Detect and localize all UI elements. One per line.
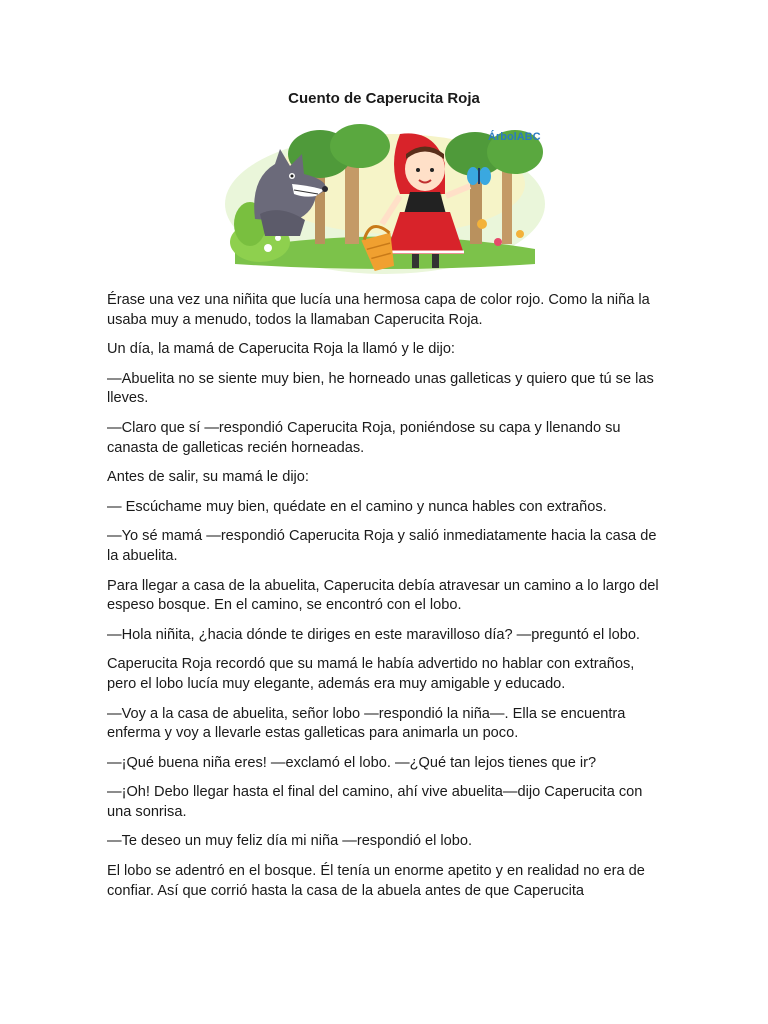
story-paragraph: Caperucita Roja recordó que su mamá le había advertido no hablar con extraños, pero el lobo lucía muy elegante, además era muy amigable y educado. [107,656,635,692]
story-paragraph: Antes de salir, su mamá le dijo: [107,469,309,486]
story-paragraph: —¡Oh! Debo llegar hasta el final del camino, ahí vive abuelita—dijo Caperucita con una sonrisa. [107,784,643,820]
story-paragraph: —Te deseo un muy feliz día mi niña —respondió el lobo. [107,833,473,850]
story-paragraph: —Hola niñita, ¿hacia dónde te diriges en este maravilloso día? —preguntó el lobo. [107,626,640,643]
arbol-abc-logo [488,130,541,143]
story-paragraph: — Escúchame muy bien, quédate en el camino y nunca hables con extraños. [107,498,607,515]
story-paragraph: —¡Qué buena niña eres! —exclamó el lobo. —¿Qué tan lejos tienes que ir? [107,754,597,771]
story-paragraph: Para llegar a casa de la abuelita, Caperucita debía atravesar un camino a lo largo del espeso bosque. En el camino, se encontró con el lobo. [107,577,659,614]
document-title: Cuento de Caperucita Roja [288,90,480,107]
story-paragraph: El lobo se adentró en el bosque. Él tenía un enorme apetito y en realidad no era de confiar. Así que corrió hasta la casa de la abuela antes de que Caperucita [107,863,645,899]
story-illustration [220,124,550,279]
butterfly-figure [467,167,491,185]
svg-text:ÁrbolABC: ÁrbolABC [488,131,541,143]
story-paragraph: —Abuelita no se siente muy bien, he horneado unas galleticas y quiero que tú se las lleves. [107,370,654,407]
story-paragraph: —Voy a la casa de abuelita, señor lobo —respondió la niña—. Ella se encuentra enferma y voy a llevarle estas galleticas para animarla un poco. [107,705,626,742]
story-paragraph: —Claro que sí —respondió Caperucita Roja, poniéndose su capa y llenando su canasta de galleticas recién horneadas. [107,419,621,456]
story-text [107,291,667,911]
story-paragraph: —Yo sé mamá —respondió Caperucita Roja y salió inmediatamente hacia la casa de la abuelita. [107,528,657,564]
story-paragraph: Érase una vez una niñita que lucía una hermosa capa de color rojo. Como la niña la usaba muy a menudo, todos la llamaban Caperucita Roja. [107,292,650,328]
story-paragraph: Un día, la mamá de Caperucita Roja la llamó y le dijo: [107,341,455,358]
